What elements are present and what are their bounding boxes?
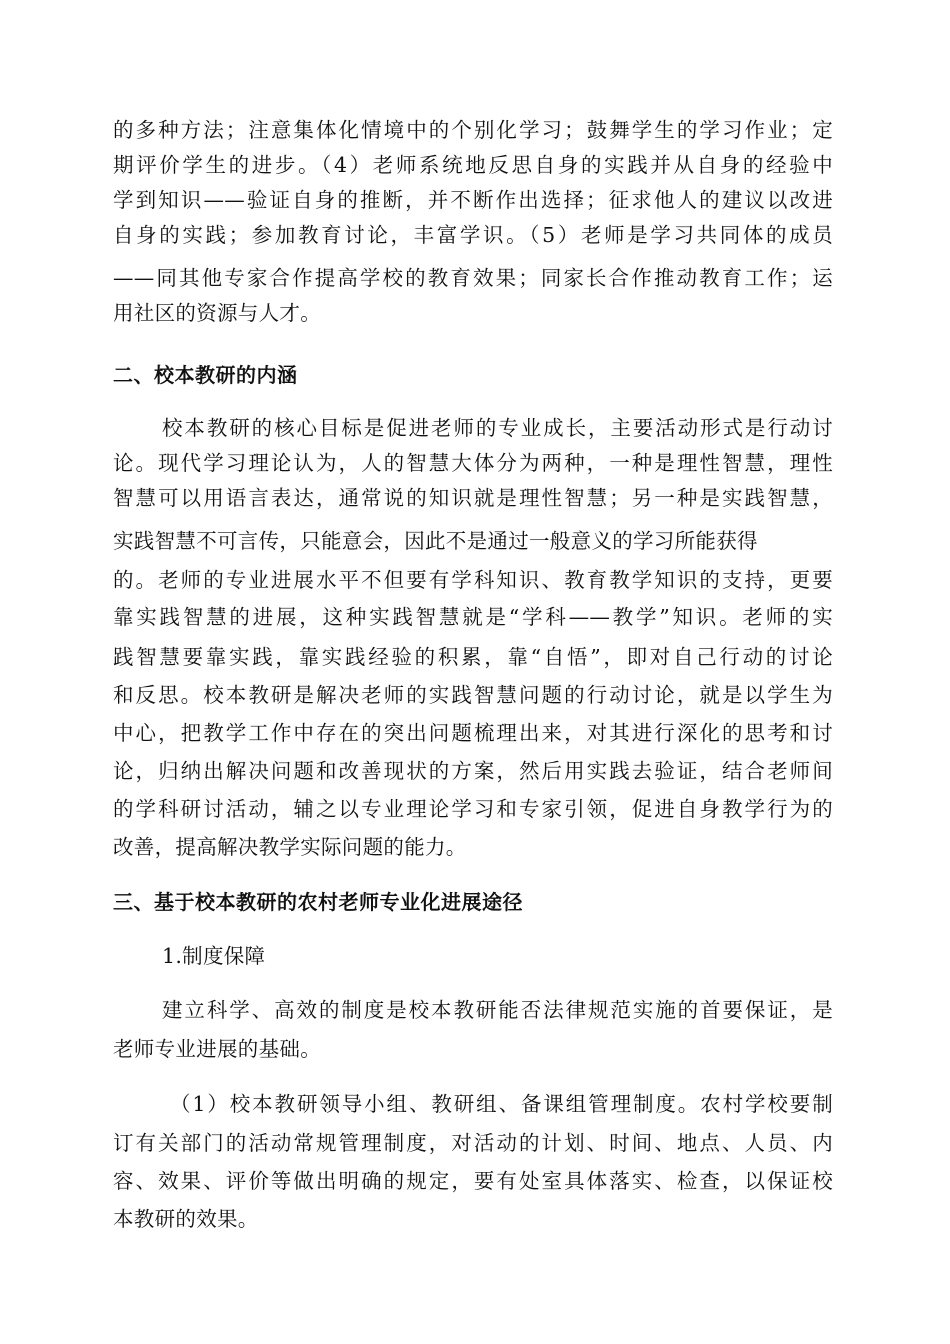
paragraph-line: 的多种方法；注意集体化情境中的个别化学习；鼓舞学生的学习作业；定 bbox=[113, 118, 833, 142]
paragraph-line: 用社区的资源与人才。 bbox=[113, 301, 321, 325]
paragraph-line: 论，归纳出解决问题和改善现状的方案，然后用实践去验证，结合老师间 bbox=[113, 759, 833, 783]
paragraph-line: 的学科研讨活动，辅之以专业理论学习和专家引领，促进自身教学行为的 bbox=[113, 797, 833, 821]
section-heading: 二、校本教研的内涵 bbox=[113, 363, 298, 387]
paragraph-line: 和反思。校本教研是解决老师的实践智慧问题的行动讨论，就是以学生为 bbox=[113, 683, 833, 707]
paragraph-line: 期评价学生的进步。（4）老师系统地反思自身的实践并从自身的经验中 bbox=[113, 153, 833, 177]
paragraph-line: 自身的实践；参加教育讨论，丰富学识。（5）老师是学习共同体的成员 bbox=[113, 223, 833, 247]
paragraph-line: 的。老师的专业进展水平不但要有学科知识、教育教学知识的支持，更要 bbox=[113, 568, 833, 592]
paragraph-line: 容、效果、评价等做出明确的规定，要有处室具体落实、检查，以保证校 bbox=[113, 1169, 833, 1193]
paragraph-line: 实践智慧不可言传，只能意会，因此不是通过一般意义的学习所能获得 bbox=[113, 529, 758, 553]
paragraph-line: 中心，把教学工作中存在的突出问题梳理出来，对其进行深化的思考和讨 bbox=[113, 721, 833, 745]
paragraph-line: （1）校本教研领导小组、教研组、备课组管理制度。农村学校要制 bbox=[170, 1092, 833, 1116]
paragraph-line: 靠实践智慧的进展，这种实践智慧就是“学科——教学”知识。老师的实 bbox=[113, 605, 833, 629]
paragraph-line: ——同其他专家合作提高学校的教育效果；同家长合作推动教育工作；运 bbox=[113, 266, 833, 290]
paragraph-line: 学到知识——验证自身的推断，并不断作出选择；征求他人的建议以改进 bbox=[113, 188, 833, 212]
paragraph-line: 老师专业进展的基础。 bbox=[113, 1037, 321, 1061]
section-heading: 三、基于校本教研的农村老师专业化进展途径 bbox=[113, 890, 523, 914]
paragraph-line: 本教研的效果。 bbox=[113, 1207, 259, 1231]
paragraph-line: 校本教研的核心目标是促进老师的专业成长，主要活动形式是行动讨 bbox=[162, 416, 833, 440]
paragraph-line: 改善，提高解决教学实际问题的能力。 bbox=[113, 835, 467, 859]
paragraph-line: 智慧可以用语言表达，通常说的知识就是理性智慧；另一种是实践智慧， bbox=[113, 486, 833, 510]
paragraph-line: 践智慧要靠实践，靠实践经验的积累，靠“自悟”，即对自己行动的讨论 bbox=[113, 645, 833, 669]
paragraph-line: 论。现代学习理论认为，人的智慧大体分为两种，一种是理性智慧，理性 bbox=[113, 451, 833, 475]
paragraph-line: 订有关部门的活动常规管理制度，对活动的计划、时间、地点、人员、内 bbox=[113, 1131, 833, 1155]
paragraph-line: 建立科学、高效的制度是校本教研能否法律规范实施的首要保证，是 bbox=[162, 998, 833, 1022]
subsection-heading: 1.制度保障 bbox=[162, 944, 266, 968]
